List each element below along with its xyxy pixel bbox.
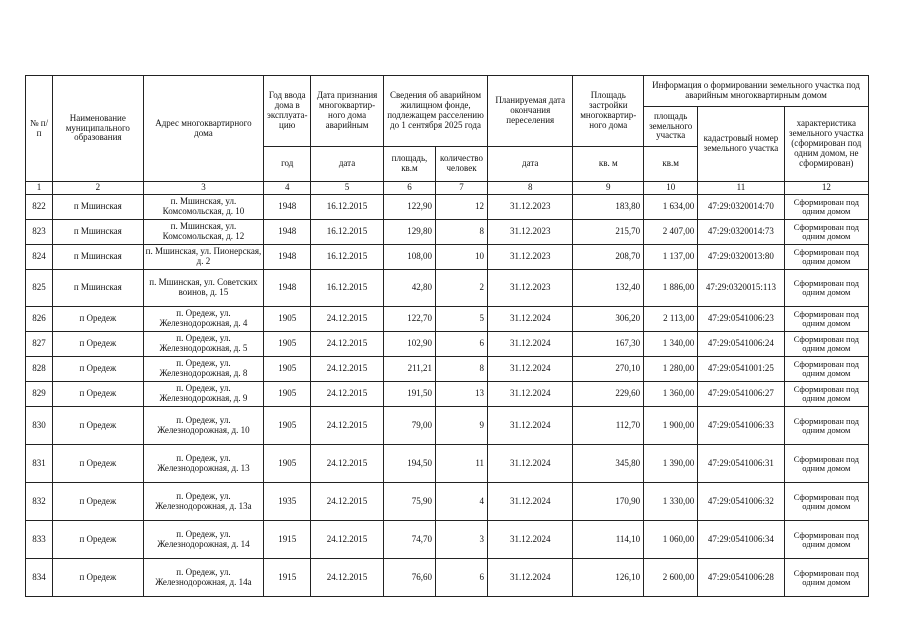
land-area: 1 137,00 [644,245,698,270]
planned-end-date: 31.12.2024 [488,382,573,407]
address: п. Оредеж, ул. Железнодорожная, д. 5 [143,332,264,357]
header-planned-end: Планируемая дата окончания переселения [488,76,573,147]
people-count: 12 [436,195,488,220]
address: п. Мшинская, ул. Комсомольская, д. 12 [143,220,264,245]
address: п. Мшинская, ул. Пионерская, д. 2 [143,245,264,270]
building-area: 170,90 [573,483,644,521]
land-characteristic: Сформирован под одним домом [784,559,868,597]
land-characteristic: Сформирован под одним домом [784,382,868,407]
emergency-area: 129,80 [383,220,435,245]
column-number: 3 [143,182,264,195]
building-area: 112,70 [573,407,644,445]
planned-end-date: 31.12.2023 [488,245,573,270]
municipality-name: п Мшинская [53,195,144,220]
cadastral-number: 47:29:0320014:73 [698,220,784,245]
recognition-date: 24.12.2015 [311,357,384,382]
cadastral-number: 47:29:0320013:80 [698,245,784,270]
year-entry: 1905 [264,382,311,407]
row-number: 830 [26,407,53,445]
building-area: 183,80 [573,195,644,220]
people-count: 11 [436,445,488,483]
recognition-date: 24.12.2015 [311,483,384,521]
column-number: 10 [644,182,698,195]
recognition-date: 24.12.2015 [311,445,384,483]
recognition-date: 24.12.2015 [311,407,384,445]
people-count: 4 [436,483,488,521]
planned-end-date: 31.12.2024 [488,332,573,357]
cadastral-number: 47:29:0541006:31 [698,445,784,483]
people-count: 13 [436,382,488,407]
planned-end-date: 31.12.2023 [488,220,573,245]
cadastral-number: 47:29:0320015:113 [698,270,784,307]
people-count: 8 [436,220,488,245]
row-number: 829 [26,382,53,407]
address: п. Оредеж, ул. Железнодорожная, д. 4 [143,307,264,332]
land-characteristic: Сформирован под одним домом [784,270,868,307]
people-count: 8 [436,357,488,382]
table-row [26,407,869,445]
row-number: 826 [26,307,53,332]
emergency-area: 122,70 [383,307,435,332]
land-area: 2 113,00 [644,307,698,332]
land-area: 1 340,00 [644,332,698,357]
address: п. Оредеж, ул. Железнодорожная, д. 10 [143,407,264,445]
land-characteristic: Сформирован под одним домом [784,483,868,521]
address: п. Оредеж, ул. Железнодорожная, д. 9 [143,382,264,407]
land-characteristic: Сформирован под одним домом [784,357,868,382]
year-entry: 1935 [264,483,311,521]
building-area: 215,70 [573,220,644,245]
header-unit-date1: дата [311,147,384,182]
resettlement-table [25,75,869,597]
header-unit-area: площадь, кв.м [383,147,435,182]
table-row [26,521,869,559]
column-number-row [26,182,869,195]
address: п. Оредеж, ул. Железнодорожная, д. 13а [143,483,264,521]
emergency-area: 74,70 [383,521,435,559]
row-number: 822 [26,195,53,220]
land-area: 1 634,00 [644,195,698,220]
land-characteristic: Сформирован под одним домом [784,220,868,245]
emergency-area: 191,50 [383,382,435,407]
land-characteristic: Сформирован под одним домом [784,407,868,445]
header-unit-people: количество человек [436,147,488,182]
recognition-date: 24.12.2015 [311,559,384,597]
header-emergency-fund: Сведения об аварийном жилищном фонде, подлежащем расселению до 1 сентября 2025 года [383,76,487,147]
planned-end-date: 31.12.2024 [488,307,573,332]
year-entry: 1905 [264,307,311,332]
emergency-area: 42,80 [383,270,435,307]
people-count: 3 [436,521,488,559]
land-area: 1 886,00 [644,270,698,307]
header-land-char: характеристика земельного участка (сформирован под одним домом, не сформирован) [784,107,868,182]
people-count: 6 [436,332,488,357]
land-characteristic: Сформирован под одним домом [784,307,868,332]
cadastral-number: 47:29:0541006:27 [698,382,784,407]
recognition-date: 24.12.2015 [311,382,384,407]
land-area: 1 060,00 [644,521,698,559]
municipality-name: п Оредеж [53,357,144,382]
planned-end-date: 31.12.2023 [488,195,573,220]
row-number: 824 [26,245,53,270]
cadastral-number: 47:29:0541006:33 [698,407,784,445]
emergency-area: 122,90 [383,195,435,220]
header-cadastral: кадастровый номер земельного участка [698,107,784,182]
recognition-date: 24.12.2015 [311,307,384,332]
address: п. Оредеж, ул. Железнодорожная, д. 13 [143,445,264,483]
building-area: 132,40 [573,270,644,307]
table-row [26,195,869,220]
planned-end-date: 31.12.2024 [488,407,573,445]
land-area: 1 900,00 [644,407,698,445]
header-unit-date2: дата [488,147,573,182]
table-row [26,332,869,357]
land-area: 2 407,00 [644,220,698,245]
year-entry: 1948 [264,220,311,245]
emergency-area: 76,60 [383,559,435,597]
people-count: 9 [436,407,488,445]
recognition-date: 16.12.2015 [311,195,384,220]
column-number: 7 [436,182,488,195]
address: п. Мшинская, ул. Комсомольская, д. 10 [143,195,264,220]
cadastral-number: 47:29:0541006:24 [698,332,784,357]
header-year-entry: Год ввода дома в эксплуата- цию [264,76,311,147]
land-characteristic: Сформирован под одним домом [784,521,868,559]
header-recognition-date: Дата признания многоквартир- ного дома аварийным [311,76,384,147]
emergency-area: 75,90 [383,483,435,521]
land-characteristic: Сформирован под одним домом [784,195,868,220]
table-row [26,382,869,407]
land-area: 1 330,00 [644,483,698,521]
cadastral-number: 47:29:0541006:34 [698,521,784,559]
recognition-date: 24.12.2015 [311,332,384,357]
land-characteristic: Сформирован под одним домом [784,445,868,483]
year-entry: 1915 [264,521,311,559]
building-area: 114,10 [573,521,644,559]
municipality-name: п Оредеж [53,332,144,357]
planned-end-date: 31.12.2024 [488,445,573,483]
building-area: 345,80 [573,445,644,483]
land-characteristic: Сформирован под одним домом [784,245,868,270]
header-unit-sqm2: кв.м [644,147,698,182]
address: п. Оредеж, ул. Железнодорожная, д. 14а [143,559,264,597]
building-area: 167,30 [573,332,644,357]
year-entry: 1905 [264,445,311,483]
municipality-name: п Мшинская [53,270,144,307]
column-number: 9 [573,182,644,195]
planned-end-date: 31.12.2023 [488,270,573,307]
year-entry: 1905 [264,407,311,445]
row-number: 833 [26,521,53,559]
column-number: 4 [264,182,311,195]
row-number: 831 [26,445,53,483]
year-entry: 1948 [264,195,311,220]
year-entry: 1905 [264,332,311,357]
recognition-date: 24.12.2015 [311,521,384,559]
emergency-area: 108,00 [383,245,435,270]
header-row-1 [26,76,869,107]
people-count: 5 [436,307,488,332]
row-number: 825 [26,270,53,307]
land-area: 1 390,00 [644,445,698,483]
municipality-name: п Оредеж [53,307,144,332]
column-number: 2 [53,182,144,195]
municipality-name: п Оредеж [53,521,144,559]
planned-end-date: 31.12.2024 [488,357,573,382]
header-land-info: Информация о формировании земельного участка под аварийным многоквартирным домом [644,76,869,107]
row-number: 823 [26,220,53,245]
municipality-name: п Оредеж [53,483,144,521]
column-number: 5 [311,182,384,195]
column-number: 1 [26,182,53,195]
building-area: 208,70 [573,245,644,270]
column-number: 8 [488,182,573,195]
header-building-area: Площадь застройки многоквартир- ного дома [573,76,644,147]
address: п. Оредеж, ул. Железнодорожная, д. 14 [143,521,264,559]
header-address: Адрес многоквартирного дома [143,76,264,182]
emergency-area: 79,00 [383,407,435,445]
land-area: 1 360,00 [644,382,698,407]
municipality-name: п Оредеж [53,382,144,407]
municipality-name: п Оредеж [53,559,144,597]
cadastral-number: 47:29:0541006:23 [698,307,784,332]
table-row [26,220,869,245]
land-characteristic: Сформирован под одним домом [784,332,868,357]
table-row [26,445,869,483]
building-area: 229,60 [573,382,644,407]
table-row [26,483,869,521]
header-land-area: площадь земельного участка [644,107,698,147]
recognition-date: 16.12.2015 [311,270,384,307]
building-area: 270,10 [573,357,644,382]
header-no: № п/п [26,76,53,182]
municipality-name: п Мшинская [53,245,144,270]
table-row [26,270,869,307]
people-count: 10 [436,245,488,270]
emergency-area: 211,21 [383,357,435,382]
emergency-area: 102,90 [383,332,435,357]
building-area: 306,20 [573,307,644,332]
column-number: 11 [698,182,784,195]
land-area: 2 600,00 [644,559,698,597]
address: п. Оредеж, ул. Железнодорожная, д. 8 [143,357,264,382]
table-row [26,559,869,597]
year-entry: 1948 [264,245,311,270]
header-mun-name: Наименование муниципального образования [53,76,144,182]
column-number: 12 [784,182,868,195]
building-area: 126,10 [573,559,644,597]
people-count: 2 [436,270,488,307]
municipality-name: п Оредеж [53,407,144,445]
year-entry: 1905 [264,357,311,382]
header-unit-year: год [264,147,311,182]
emergency-area: 194,50 [383,445,435,483]
recognition-date: 16.12.2015 [311,220,384,245]
planned-end-date: 31.12.2024 [488,559,573,597]
cadastral-number: 47:29:0541006:32 [698,483,784,521]
recognition-date: 16.12.2015 [311,245,384,270]
municipality-name: п Оредеж [53,445,144,483]
cadastral-number: 47:29:0320014:70 [698,195,784,220]
year-entry: 1915 [264,559,311,597]
table-row [26,357,869,382]
row-number: 828 [26,357,53,382]
people-count: 6 [436,559,488,597]
address: п. Мшинская, ул. Советских воинов, д. 15 [143,270,264,307]
planned-end-date: 31.12.2024 [488,521,573,559]
year-entry: 1948 [264,270,311,307]
row-number: 834 [26,559,53,597]
column-number: 6 [383,182,435,195]
row-number: 832 [26,483,53,521]
table-row [26,245,869,270]
table-row [26,307,869,332]
land-area: 1 280,00 [644,357,698,382]
municipality-name: п Мшинская [53,220,144,245]
cadastral-number: 47:29:0541006:28 [698,559,784,597]
cadastral-number: 47:29:0541001:25 [698,357,784,382]
planned-end-date: 31.12.2024 [488,483,573,521]
row-number: 827 [26,332,53,357]
header-unit-sqm1: кв. м [573,147,644,182]
